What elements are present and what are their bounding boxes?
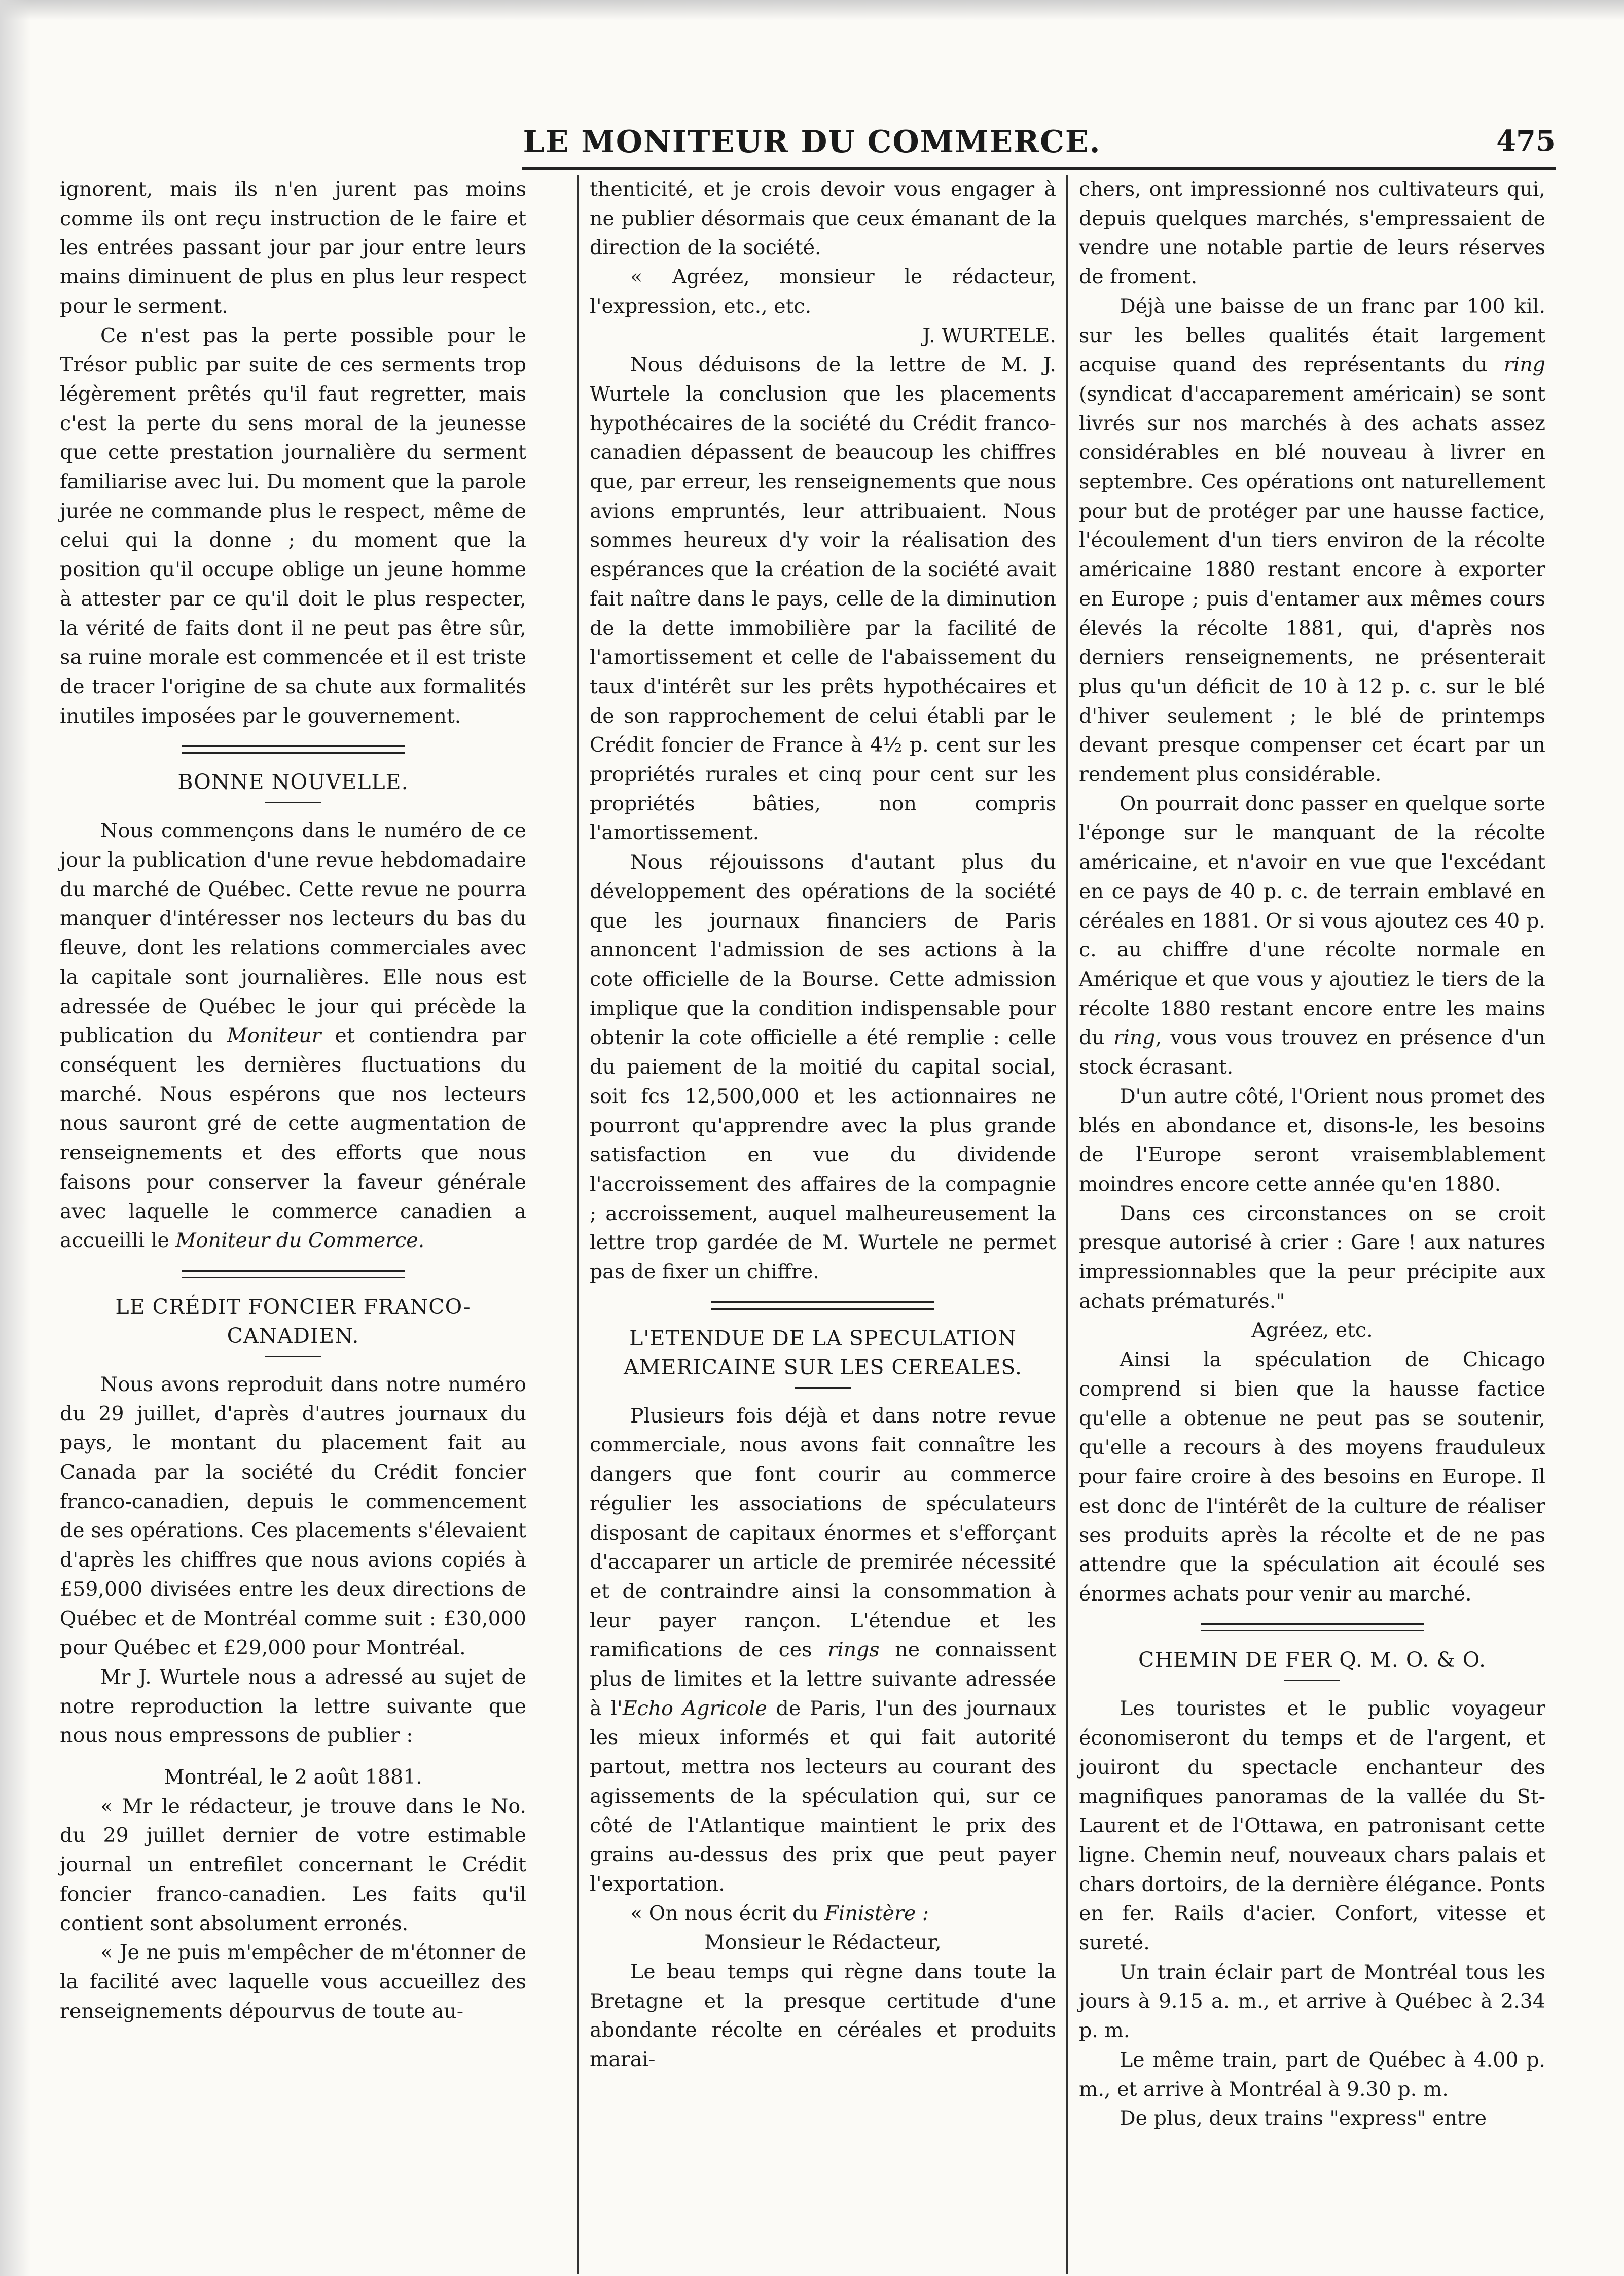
letter-paragraph: On pourrait donc passer en quelque sorte l'éponge sur le manquant de la récolte américaine, et n'avoir en vue que l'excédant en ce pays de 40 p. c. de terrain emblavé en céréales en 1881. Or si vous ajoutez ces 40 p. c. au chiffre d'une récolte normale en Amérique et que vous y ajoutiez le tiers de la récolte 1880 restant encore entre les mains du ring, vous vous trouvez en présence d'un stock écrasant. [1079,792,1546,1079]
header-rule [522,167,1556,170]
section-rule [711,1301,934,1310]
paragraph: Le même train, part de Québec à 4.00 p. m., et arrive à Montréal à 9.30 p. m. [1079,2048,1545,2101]
signature: J. WURTELE. [922,324,1056,347]
letter-paragraph: chers, ont impressionné nos cultivateurs qui, depuis quelques marchés, s'empressaient de vendre une notable partie de leurs réserves de froment. [1079,177,1545,289]
paragraph: Ainsi la spéculation de Chicago comprend si bien que la hausse factice qu'elle a obtenue ne peut pas se soutenir, qu'elle a recours à des moyens frauduleux pour faire croire à des besoins en Europe. Il est donc de l'intérêt de la culture de réaliser ses produits après la récolte et de ne pas attendre que la spéculation ait écoulé ses énormes achats pour venir au marché. [1079,1348,1545,1606]
paragraph: Nous avons reproduit dans notre numéro du 29 juillet, d'après d'autres journaux du pays, le montant du placement fait au Canada par la société du Crédit foncier franco-canadien, depuis le commencement de ses opérations. Ces placements s'élevaient d'après les chiffres que nous avions copiés à £59,000 divisées entre les deux directions de Québec et de Montréal comme suit : £30,000 pour Québec et £29,000 pour Montréal. [60,1372,526,1660]
letter-paragraph: « Mr le rédacteur, je trouve dans le No. du 29 juillet dernier de votre estimable journal un entrefilet concernant le Crédit foncier franco-canadien. Les faits qu'il contient sont absolument erronés. [60,1794,526,1935]
paragraph: Ce n'est pas la perte possible pour le Trésor public par suite de ces serments trop légèrement prêtés qu'il faut regretter, mais c'est la perte du sens moral de la jeunesse que cette prestation journalière du serment familiarise avec lui. Du moment que la parole jurée ne commande plus le respect, même de celui qui la donne ; du moment que la position qu'il occupe oblige un jeune homme à attester par ce qu'il doit le plus respecter, la vérité de faits dont il ne peut pas être sûr, sa ruine morale est commencée et il est triste de tracer l'origine de sa chute aux formalités inutiles imposées par le gouvernement. [60,324,526,728]
column-divider [1066,175,1068,2274]
column-divider [577,175,579,2274]
section-rule [182,745,405,754]
section-heading-speculation: L'ETENDUE DE LA SPECULATION AMERICAINE SUR LES CEREALES. [624,1326,1022,1379]
letter-paragraph: Le beau temps qui règne dans toute la Bretagne et la presque certitude d'une abondante récolte en céréales et produits marai- [590,1960,1056,2072]
scan-edge-top [0,0,1624,20]
paragraph: Les touristes et le public voyageur économiseront du temps et de l'argent, et jouiront du spectacle enchanteur des magnifiques panoramas de la vallée du St-Laurent et de l'Ottawa, en patronisant cette ligne. Chemin neuf, nouveaux chars palais et chars dortoirs, de la dernière élégance. Ponts en fer. Rails d'acier. Confort, vitesse et sureté. [1079,1697,1545,1955]
paragraph: Plusieurs fois déjà et dans notre revue commerciale, nous avons fait connaître les dangers que font courir au commerce régulier les associations de spéculateurs disposant de capitaux énormes et s'efforçant d'accaparer un article de premirée nécessité et de contraindre ainsi la consommation à leur payer rançon. L'étendue et les ramifications de ces rings ne connaissent plus de limites et la lettre suivante adressée à l'Echo Agricole de Paris, l'un des journaux les mieux informés et qui fait autorité partout, mettra nos lecteurs au courant des agissements de la spéculation qui, sur ce côté de l'Atlantique maintient le prix des grains au-dessus des prix que peut payer l'exportation. [590,1404,1056,1896]
section-heading-bonne-nouvelle: BONNE NOUVELLE. [177,770,409,795]
letter-paragraph: thenticité, et je crois devoir vous engager à ne publier désormais que ceux émanant de la direction de la société. [590,177,1056,260]
section-heading-credit-foncier: LE CRÉDIT FONCIER FRANCO-CANADIEN. [115,1294,471,1348]
letter-closing: Agréez, etc. [1251,1319,1373,1342]
page-number: 475 [1496,124,1556,158]
letter-paragraph: Dans ces circonstances on se croit presque autorisé à crier : Gare ! aux natures impressionnables que la peur précipite aux achats prématurés." [1079,1201,1545,1313]
scan-edge-left [0,0,30,2276]
section-heading-chemin-de-fer: CHEMIN DE FER Q. M. O. & O. [1138,1648,1486,1673]
paragraph: De plus, deux trains "express" entre [1120,2107,1487,2130]
letter-paragraph: « Je ne puis m'empêcher de m'étonner de la facilité avec laquelle vous accueillez des renseignements dépourvus de toute au- [60,1941,526,2023]
column-2 [590,175,1056,2075]
paragraph: Mr J. Wurtele nous a adressé au sujet de notre reproduction la lettre suivante que nous nous empressons de publier : [60,1665,526,1748]
heading-rule [1284,1680,1340,1681]
column-3 [1079,175,1545,2133]
dateline: Montréal, le 2 août 1881. [164,1765,422,1789]
section-rule [1201,1623,1424,1631]
letter-paragraph: D'un autre côté, l'Orient nous promet des blés en abondance et, disons-le, les besoins de l'Europe seront vraisemblablement moindres encore cette année qu'en 1880. [1079,1084,1545,1196]
column-1 [60,175,526,2026]
heading-rule [265,1356,321,1357]
paragraph: Nous déduisons de la lettre de M. J. Wurtele la conclusion que les placements hypothécaires de la société du Crédit franco-canadien dépassent de beaucoup les chiffres que, par erreur, les renseignements que nous avions empruntés, leur attribuaient. Nous sommes heureux d'y voir la réalisation des espérances que la création de la société avait fait naître dans le pays, celle de la diminution de la dette immobilière par la facilité de l'amortissement et celle de l'abaissement du taux d'intérêt sur les prêts hypothécaires et de son rapprochement de celui établi par le Crédit foncier de France à 4½ p. cent sur les propriétés rurales et cinq pour cent sur les propriétés bâties, non compris l'amortissement. [590,353,1056,845]
heading-rule [795,1387,851,1389]
paragraph: Nous réjouissons d'autant plus du développement des opérations de la société que les journaux financiers de Paris annoncent l'admission de ses actions à la cote officielle de la Bourse. Cette admission implique que la condition indispensable pour obtenir la cote officielle a été remplie : celle du paiement de la moitié du capital social, soit fcs 12,500,000 et les actionnaires ne pourront qu'apprendre avec la plus grande satisfaction en vue du dividende l'accroissement des affaires de la compagnie ; accroissement, auquel malheureusement la lettre trop gardée de M. Wurtele ne permet pas de fixer un chiffre. [590,850,1056,1284]
paragraph: « On nous écrit du Finistère : [630,1901,929,1925]
salutation: Monsieur le Rédacteur, [704,1931,942,1954]
letter-closing: « Agréez, monsieur le rédacteur, l'expression, etc., etc. [590,265,1056,318]
section-rule [182,1270,405,1278]
paragraph: Un train éclair part de Montréal tous les jours à 9.15 a. m., et arrive à Québec à 2.34 p. m. [1079,1960,1545,2043]
running-title: LE MONITEUR DU COMMERCE. [523,124,1101,160]
page-header [0,124,1624,165]
letter-paragraph: Déjà une baisse de un franc par 100 kil. sur les belles qualités était largement acquise quand des représentants du ring (syndicat d'accaparement américain) se sont livrés sur nos marchés à des achats assez considérables en blé nouveau à livrer en septembre. Ces opérations ont naturellement pour but de protéger par une hausse factice, l'écoulement d'un tiers environ de la récolte américaine 1880 restant encore à exporter en Europe ; puis d'entamer aux mêmes cours élevés la récolte 1881, qui, d'après nos derniers renseignements, ne présenterait plus qu'un déficit de 10 à 12 p. c. sur le blé d'hiver seulement ; le blé de printemps devant presque compenser cet écart par un rendement plus considérable. [1079,294,1545,787]
paragraph: ignorent, mais ils n'en jurent pas moins comme ils ont reçu instruction de le faire et les entrées passant jour par jour entre leurs mains diminuent de plus en plus leur respect pour le serment. [60,177,526,318]
heading-rule [265,802,321,803]
paragraph: Nous commençons dans le numéro de ce jour la publication d'une revue hebdomadaire du marché de Québec. Cette revue ne pourra manquer d'intéresser nos lecteurs du bas du fleuve, dont les relations commerciales avec la capitale sont journalières. Elle nous est adressée de Québec le jour qui précède la publication du Moniteur et contiendra par conséquent les dernières fluctuations du marché. Nous espérons que nos lecteurs nous sauront gré de cette augmentation de renseignements et des efforts que nous faisons pour conserver la faveur générale avec laquelle le commerce canadien a accueilli le Moniteur du Commerce. [60,819,527,1253]
